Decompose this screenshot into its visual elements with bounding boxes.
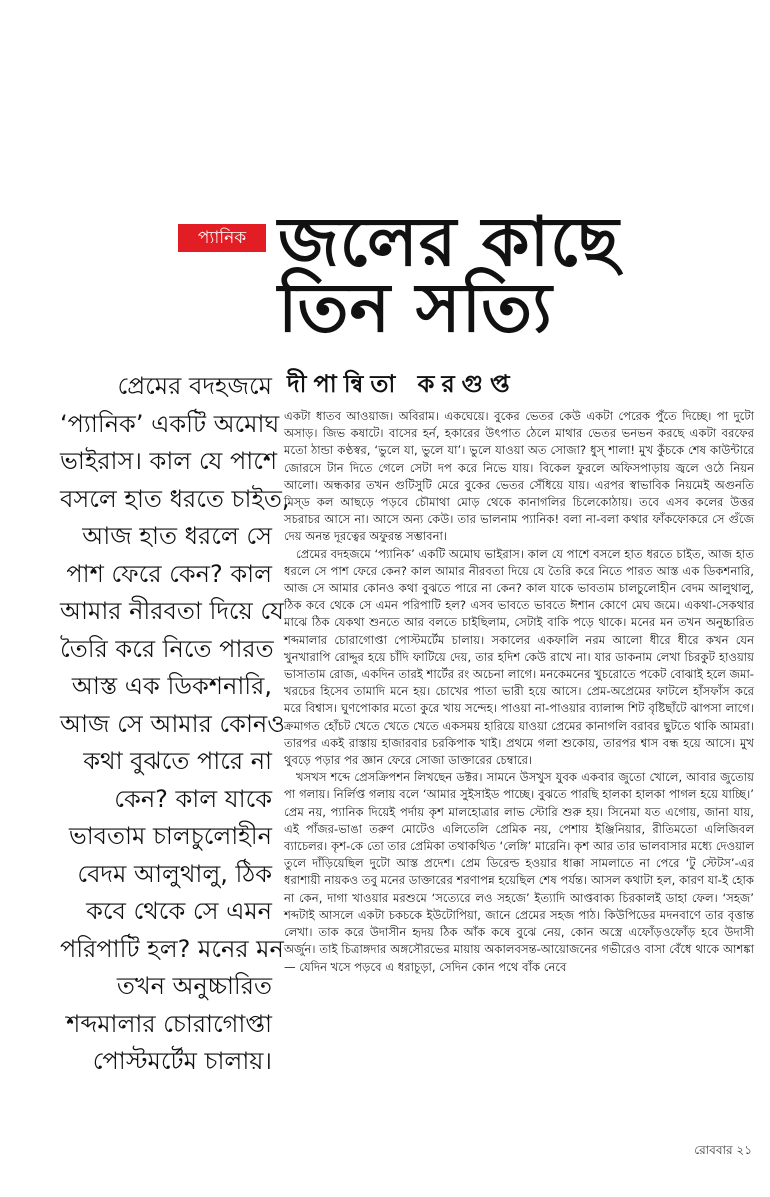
pull-quote-line: ‘প্যানিক’ একটি অমোঘ xyxy=(60,409,280,438)
headline-line-1: জলের কাছে xyxy=(278,203,620,282)
pull-quote-line: ভাইরাস। কাল যে পাশে xyxy=(60,447,278,475)
pull-quote-line: আস্ত এক ডিকশনারি, xyxy=(71,672,272,700)
headline xyxy=(278,203,758,348)
pull-quote-line: আমার নীরবতা দিয়ে যে xyxy=(60,597,284,625)
pull-quote-line: আজ সে আমার কোনও xyxy=(60,709,285,738)
pull-quote-line: কথা বুঝতে পারে না xyxy=(83,747,272,775)
pull-quote-line: বসলে হাত ধরতে চাইত, xyxy=(60,484,290,513)
author-byline: দীপান্বিতা করগুপ্ত xyxy=(287,370,517,398)
pull-quote-line: ভাবতাম চালচুলোহীন xyxy=(68,822,272,850)
pull-quote-line: কেন? কাল যাকে xyxy=(114,784,272,813)
headline-line-2: তিন সত্যি xyxy=(278,269,553,348)
body-paragraph: প্রেমের বদহজমে ‘প্যানিক’ একটি অমোঘ ভাইরাস। কাল যে পাশে বসলে হাত ধরতে চাইত, আজ হাত ধরলে সে পাশ ফেরে কেন? কাল আমার নীরবতা দিয়ে যে তৈরি করে নিতে পারত আস্ত এক ডিকশনারি, আজ সে আমার কোনও কথা বুঝতে পারে না কেন? কাল যাকে ভাবতাম চালচুলোহীন বেদম আলুথালু, ঠিক কবে থেকে সে এমন পরিপাটি হল? এসব ভাবতে ভাবতে ঈশান কোণে মেঘ জমে। একথা-সেকথার মাঝে ঠিক যেকথা শুনতে আর বলতে চাইছিলাম, সেটাই বাকি পড়ে থাকে। মনের মন তখন অনুচ্চারিত শব্দমালার চোরাগোপ্তা পোস্টমর্টেম চালায়। সকালের একফালি নরম আলো ধীরে ধীরে কখন যেন খুনখারাপি রোদ্দুর হয়ে চাঁদি ফাটিয়ে দেয়, তার হদিশ কেউ রাখে না। যার ডাকনাম লেখা চিরকুট হাওয়ায় ভাসাতাম রোজ, একদিন তারই শার্টের রং অচেনা লাগে। মনকেমনের খুচরোতে পকেট বোঝাই হলে জমা-খরচের হিসেব তামাদি মনে হয়। চোখের পাতা ভারী হয়ে আসে। প্রেম-অপ্রেমের ফাটলে হাঁসফাঁস করে মরে বিশ্বাস। ঘুণপোকার মতো কুরে খায় সন্দেহ। পাওয়া না-পাওয়ার ব্যালান্স শিট বৃষ্টিছাঁটে ঝাপসা লাগে। ক্রমাগত হোঁচট খেতে খেতে খেতে একসময় হারিয়ে যাওয়া প্রেমের কানাগলি বরাবর ছুটতে থাকি আমরা। তারপর একই রাস্তায় হাজারবার চরকিপাক খাই। প্রথমে গলা শুকোয়, তারপর শ্বাস বন্ধ হয়ে আসে। মুখ থুবড়ে পড়ার পর জ্ঞান ফেরে সোজা ডাক্তারের চেম্বারে। xyxy=(284,546,754,768)
body-paragraph: একটা ধাতব আওয়াজ। অবিরাম। একঘেয়ে। বুকের ভেতর কেউ একটা পেরেক পুঁতে দিচ্ছে। পা দুটো অসাড়। জিভ কষাটে। বাসের হর্ন, হকারের উৎপাত ঠেলে মাথার ভেতর ভনভন করছে একটা বরফের মতো ঠান্ডা কণ্ঠস্বর, ‘ভুলে যা, ভুলে যা’। ভুলে যাওয়া অত সোজা? ধুস্ শালা! মুখ কুঁচকে শেষ কাউন্টারে জোরসে টান দিতে গেলে সেটা দপ করে নিভে যায়। বিকেল ফুরলে অফিসপাড়ায় জ্বলে ওঠে নিয়ন আলো। অন্ধকার তখন গুটিসুটি মেরে বুকের ভেতর সেঁধিয়ে যায়। এরপর স্বাভাবিক নিয়মেই অগুনতি মিস্‌ড কল আছড়ে পড়বে চৌমাথা মোড় থেকে কানাগলির চিলেকোঠায়। তবে এসব কলের উত্তর সচরাচর আসে না। আসে অন্য কেউ। তার ভালনাম প্যানিক! বলা না-বলা কথার ফাঁকফোকরে সে গুঁজে দেয় অনন্ত দূরত্বের অফুরন্ত সম্ভাবনা। xyxy=(284,409,754,544)
pull-quote-line: পোস্টমর্টেম চালায়। xyxy=(92,1047,272,1075)
body-paragraph: খসখস শব্দে প্রেসক্রিপশন লিখছেন ডক্টর। সামনে উসখুস যুবক একবার জুতো খোলে, আবার জুতোয় পা গলায়। নির্লিপ্ত গলায় বলে ‘আমার সুইসাইড পাচ্ছে। বুঝতে পারছি হালকা হালকা পাগল হয়ে যাচ্ছি।’ প্রেম নয়, প্যানিক দিয়েই পর্দায় কৃশ মালহোত্রার লাভ স্টোরি শুরু হয়। সিনেমা যত এগোয়, জানা যায়, এই পাঁজর-ভাঙা তরুণ মোটেও এলিতেলি প্রেমিক নয়, পেশায় ইঞ্জিনিয়ার, রীতিমতো এলিজিবল ব্যাচেলর। কৃশ-কে তো তার প্রেমিকা তথাকথিত ‘লেঙ্গি’ মারেনি। কৃশ আর তার ভালবাসার মধ্যে দেওয়াল তুলে দাঁড়িয়েছিল দুটো আস্ত প্রদেশ। প্রেম ডিরেল্ড হওয়ার ধাক্কা সামলাতে না পেরে ‘টু স্টেটস’-এর ধরাশায়ী নায়কও তবু মনের ডাক্তারের শরণাপন্ন হয়েছিল শেষ পর্যন্ত। আসল কথাটা হল, কারণ যা-ই হোক না কেন, দাগা খাওয়ার মরশুমে ‘সত্যেরে লও সহজে’ ইত্যাদি আপ্তবাক্য চিরকালই ডাহা ফেল। ‘সহজ’ শব্দটাই আসলে একটা চকচকে ইউটোপিয়া, জানে প্রেমের সহজ পাঠ। কিউপিডের মদনবাণে তার বৃত্তান্ত লেখা। তাক করে উদাসীন হৃদয় ঠিক আঁক কষে বুঝে নেয়, কোন অস্ত্রে এফোঁড়ওফোঁড় হবে উদাসী অর্জুন। তাই চিত্রাঙ্গদার অঙ্গসৌরভের মায়ায় অকালবসন্ত-আয়োজনের গভীরেও বাসা বেঁধে থাকে আশঙ্কা— যেদিন খসে পড়বে এ ধরাচূড়া, সেদিন কোন পথে বাঁক নেবে xyxy=(284,770,754,974)
pull-quote-line: বেদম আলুথালু, ঠিক xyxy=(77,859,272,888)
article-body xyxy=(284,408,754,976)
pull-quote-line: তখন অনুচ্চারিত xyxy=(116,972,272,1000)
pull-quote-line: কবে থেকে সে এমন xyxy=(86,897,272,925)
pull-quote-line: পাশ ফেরে কেন? কাল xyxy=(66,559,272,588)
page-folio: রোববার ২১ xyxy=(694,1143,752,1157)
pull-quote-line: শব্দমালার চোরাগোপ্তা xyxy=(66,1009,272,1038)
section-tag: প্যানিক xyxy=(178,224,266,252)
pull-quote xyxy=(60,368,290,1081)
pull-quote-line: প্রেমের বদহজমে xyxy=(117,372,272,400)
pull-quote-line: তৈরি করে নিতে পারত xyxy=(60,634,274,663)
pull-quote-line: আজ হাত ধরলে সে xyxy=(82,522,272,550)
pull-quote-line: পরিপাটি হল? মনের মন xyxy=(60,934,284,963)
